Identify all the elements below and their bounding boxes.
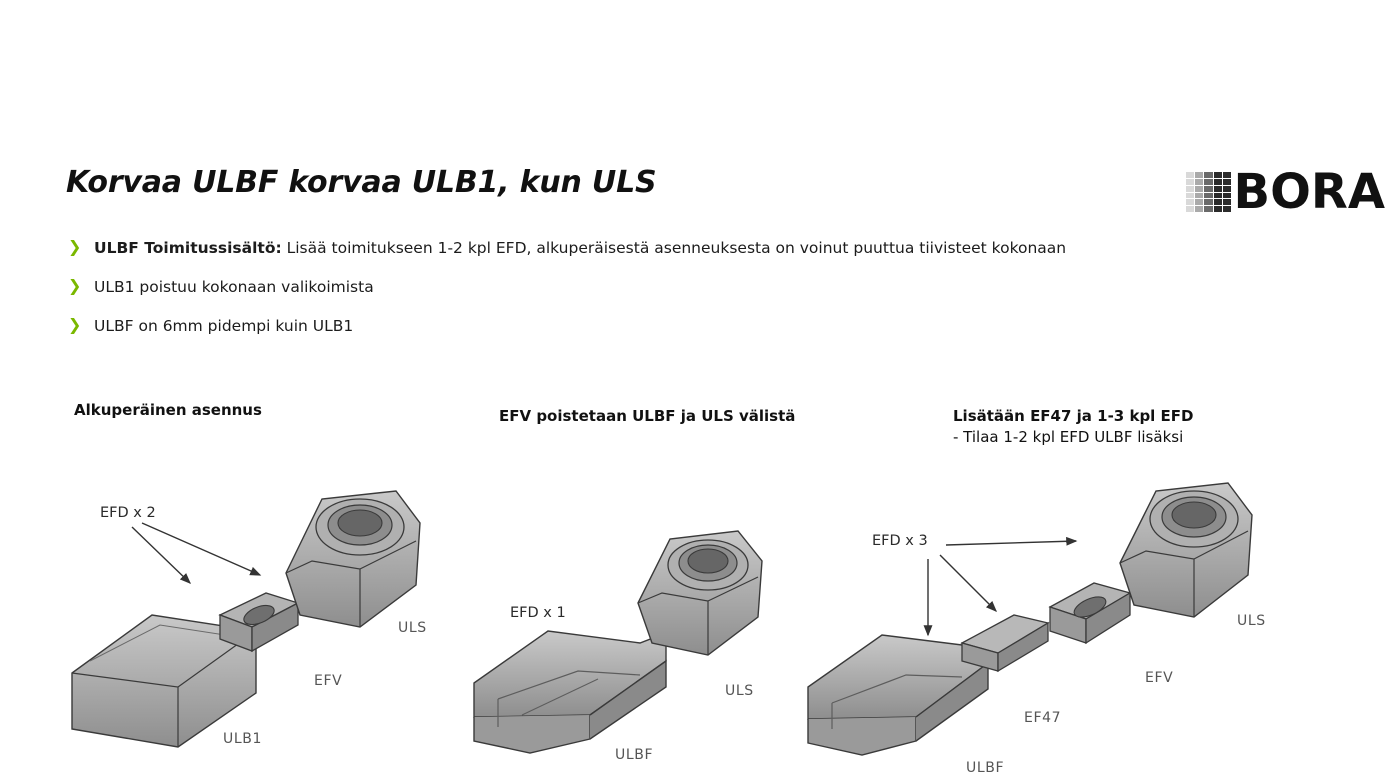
bullet-text: Lisää toimitukseen 1-2 kpl EFD, alkuperäisestä asenneuksesta on voinut puuttua tiivisteet kokonaan	[281, 239, 1067, 257]
part-ulbf	[474, 631, 666, 753]
bullet-text: ULB1 poistuu kokonaan valikoimista	[94, 278, 374, 296]
bullet-list	[66, 238, 1326, 355]
chevron-right-icon: ❯	[68, 315, 82, 334]
part-efd-gasket	[220, 593, 298, 651]
label-efv: EFV	[314, 673, 343, 689]
label-efd-callout: EFD x 1	[510, 605, 566, 621]
callout-arrow	[132, 527, 190, 583]
part-ef47	[962, 615, 1048, 671]
callout-arrow	[946, 541, 1076, 545]
column-heading-3-text: Lisätään EF47 ja 1-3 kpl EFD	[953, 407, 1194, 425]
part-uls-fan	[286, 491, 420, 627]
column-heading-3	[953, 406, 1373, 448]
column-heading-2-text: EFV poistetaan ULBF ja ULS välistä	[499, 407, 796, 425]
label-efd-callout: EFD x 3	[872, 533, 928, 549]
list-item	[66, 277, 1326, 297]
label-ulbf: ULBF	[966, 760, 1005, 776]
callout-arrow	[940, 555, 996, 611]
label-uls: ULS	[398, 620, 427, 636]
label-efd-callout: EFD x 2	[100, 505, 156, 521]
figures-row	[0, 465, 1399, 783]
label-uls: ULS	[1237, 613, 1266, 629]
label-ulbf: ULBF	[615, 747, 654, 763]
part-efd-gasket	[1050, 583, 1130, 643]
bullet-text: ULBF on 6mm pidempi kuin ULB1	[94, 317, 354, 335]
page-title: Korvaa ULBF korvaa ULB1, kun ULS	[66, 165, 657, 200]
logo-wordmark: BORA	[1233, 164, 1385, 220]
chevron-right-icon: ❯	[68, 276, 82, 295]
label-ulb1: ULB1	[223, 731, 262, 747]
label-ef47: EF47	[1024, 710, 1062, 726]
label-uls: ULS	[725, 683, 754, 699]
column-heading-1: Alkuperäinen asennus	[74, 401, 262, 419]
column-subheading-3: - Tilaa 1-2 kpl EFD ULBF lisäksi	[953, 428, 1184, 446]
part-uls-fan	[1120, 483, 1252, 617]
dot-grid-icon	[1186, 172, 1232, 212]
figure-with-ef47	[800, 465, 1360, 783]
diagram-3	[800, 465, 1360, 783]
bora-logo	[1186, 164, 1386, 220]
list-item	[66, 238, 1326, 258]
part-ulbf	[808, 635, 988, 755]
bullet-bold-prefix: ULBF Toimitussisältö:	[94, 239, 282, 257]
callout-arrow	[142, 523, 260, 575]
chevron-right-icon: ❯	[68, 237, 82, 256]
figure-original-installation	[60, 465, 480, 783]
list-item	[66, 316, 1326, 336]
label-efv: EFV	[1145, 670, 1174, 686]
part-uls-fan	[638, 531, 762, 655]
column-heading-2	[499, 406, 879, 427]
